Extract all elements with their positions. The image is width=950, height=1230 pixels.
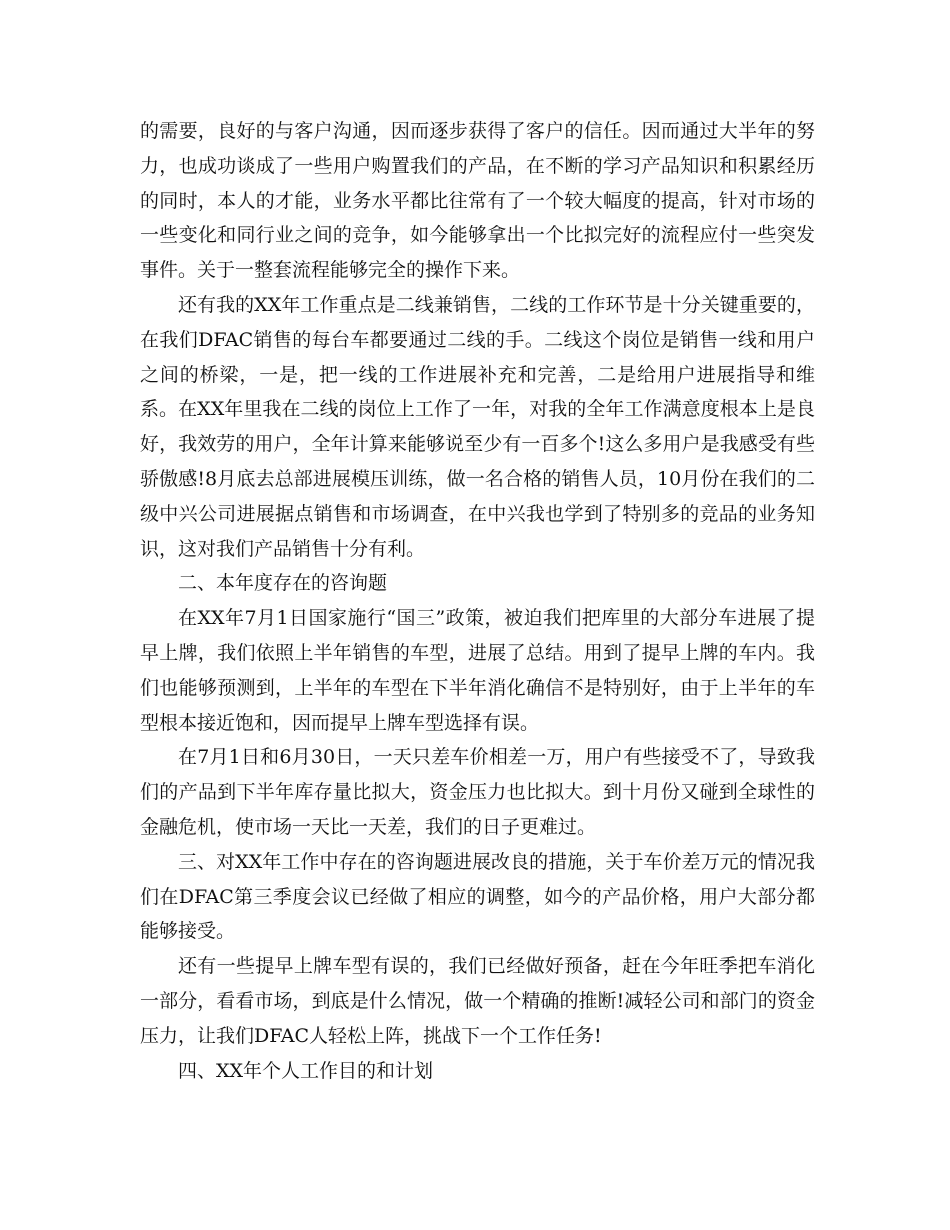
section-heading-problems: 二、本年度存在的咨询题	[178, 572, 388, 595]
paragraph-preparation: 还有一些提早上牌车型有误的，我们已经做好预备，赶在今年旺季把车消化一部分，看看市场，到底是什么情况，做一个精确的推断!减轻公司和部门的资金压力，让我们DFAC人轻松上阵，挑战下一个工作任务!	[140, 955, 815, 1047]
paragraph-price-difference: 在7月1日和6月30日，一天只差车价相差一万，用户有些接受不了，导致我们的产品到下半年库存量比拟大，资金压力也比拟大。到十月份又碰到全球性的金融危机，使市场一天比一天差，我们的日子更难过。	[140, 746, 815, 838]
section-heading-goals: 四、XX年个人工作目的和计划	[178, 1059, 434, 1082]
document-body	[140, 114, 815, 1088]
paragraph-second-line-work: 还有我的XX年工作重点是二线兼销售，二线的工作环节是十分关键重要的，在我们DFAC销售的每台车都要通过二线的手。二线这个岗位是销售一线和用户之间的桥梁，一是，把一线的工作进展补充和完善，二是给用户进展指导和维系。在XX年里我在二线的岗位上工作了一年，对我的全年工作满意度根本上是良好，我效劳的用户，全年计算来能够说至少有一百多个!这么多用户是我感受有些骄傲感!8月底去总部进展模压训练，做一名合格的销售人员，10月份在我们的二级中兴公司进展据点销售和市场调查，在中兴我也学到了特别多的竞品的业务知识，这对我们产品销售十分有利。	[140, 293, 815, 560]
section-heading-improvements: 三、对XX年工作中存在的咨询题进展改良的措施，关于车价差万元的情况我们在DFAC第三季度会议已经做了相应的调整，如今的产品价格，用户大部分都能够接受。	[140, 850, 815, 943]
paragraph-guosan-policy: 在XX年7月1日国家施行“国三”政策，被迫我们把库里的大部分车进展了提早上牌，我们依照上半年销售的车型，进展了总结。用到了提早上牌的车内。我们也能够预测到，上半年的车型在下半年消化确信不是特别好，由于上半年的车型根本接近饱和，因而提早上牌车型选择有误。	[140, 607, 815, 734]
paragraph-continuation: 的需要，良好的与客户沟通，因而逐步获得了客户的信任。因而通过大半年的努力，也成功谈成了一些用户购置我们的产品，在不断的学习产品知识和积累经历的同时，本人的才能，业务水平都比往常有了一个较大幅度的提高，针对市场的一些变化和同行业之间的竞争，如今能够拿出一个比拟完好的流程应付一些突发事件。关于一整套流程能够完全的操作下来。	[140, 120, 815, 282]
